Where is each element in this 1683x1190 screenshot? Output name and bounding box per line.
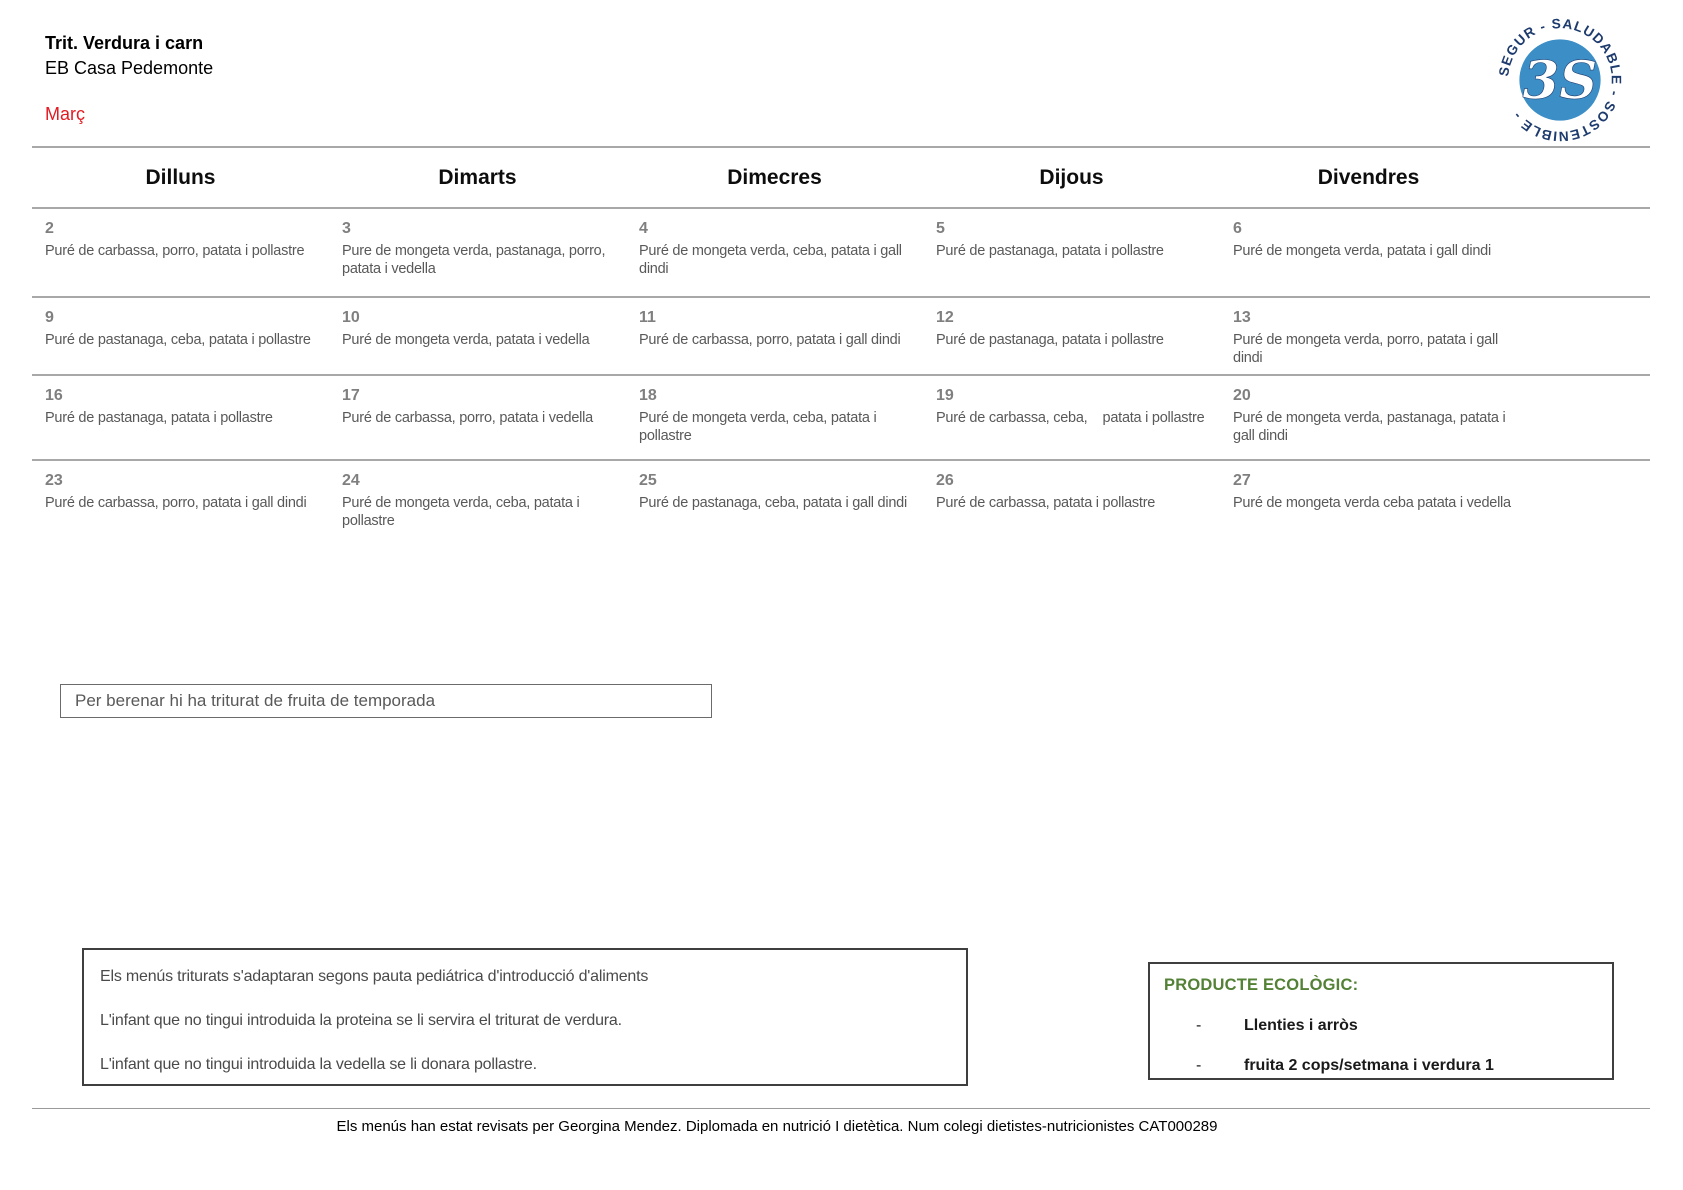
menu-text: Puré de pastanaga, patata i pollastre — [936, 332, 1164, 348]
date-number: 19 — [936, 387, 954, 404]
date-number: 17 — [342, 387, 360, 404]
calendar-week-row — [32, 459, 1650, 551]
weekday-thursday: Dijous — [1039, 165, 1104, 189]
menu-text: Puré de pastanaga, ceba, patata i gall dindi — [639, 495, 907, 511]
calendar-cell — [32, 298, 329, 374]
date-number: 18 — [639, 387, 657, 404]
note-line: L'infant que no tingui introduida la vedella se li donara pollastre. — [100, 1056, 537, 1073]
calendar-cell — [923, 461, 1220, 551]
calendar-cell — [626, 209, 923, 296]
menu-text: Puré de carbassa, porro, patata i pollastre — [45, 243, 305, 259]
weekday-tuesday: Dimarts — [438, 165, 517, 189]
3s-badge-logo-icon — [1494, 14, 1626, 146]
date-number: 3 — [342, 220, 351, 237]
ecologic-item-text: fruita 2 cops/setmana i verdura 1 — [1244, 1057, 1494, 1074]
menu-text: Puré de carbassa, porro, patata i gall dindi — [45, 495, 307, 511]
menu-text: Puré de mongeta verda, ceba, patata i pollastre — [342, 495, 584, 530]
calendar-cell — [923, 298, 1220, 374]
ecologic-item-text: Llenties i arròs — [1244, 1017, 1358, 1034]
date-number: 16 — [45, 387, 63, 404]
date-number: 2 — [45, 220, 54, 237]
menu-text: Puré de carbassa, porro, patata i gall dindi — [639, 332, 901, 348]
weekday-wednesday: Dimecres — [727, 165, 822, 189]
document-title: Trit. Verdura i carn — [45, 33, 204, 53]
date-number: 6 — [1233, 220, 1242, 237]
date-number: 9 — [45, 309, 54, 326]
date-number: 4 — [639, 220, 648, 237]
calendar-cell — [1220, 298, 1517, 374]
menu-text: Puré de carbassa, patata i pollastre — [936, 495, 1156, 511]
calendar-week-row — [32, 374, 1650, 459]
footer-credit-text: Els menús han estat revisats per Georgina Mendez. Diplomada en nutrició I dietètica. Num colegi dietistes-nutricionistes CAT000289 — [336, 1118, 1218, 1135]
calendar-week-row — [32, 296, 1650, 374]
weekday-monday: Dilluns — [145, 165, 216, 189]
menu-text: Puré de pastanaga, patata i pollastre — [936, 243, 1164, 259]
date-number: 12 — [936, 309, 954, 326]
calendar-cell — [329, 209, 626, 296]
menu-text: Puré de carbassa, porro, patata i vedella — [342, 410, 593, 426]
weekday-header-row — [32, 146, 1650, 207]
calendar-week-row — [32, 207, 1650, 296]
date-number: 20 — [1233, 387, 1251, 404]
menu-text: Puré de mongeta verda, patata i gall dindi — [1233, 243, 1491, 259]
menu-text: Puré de mongeta verda ceba patata i vedella — [1233, 495, 1511, 511]
calendar-cell — [32, 209, 329, 296]
date-number: 11 — [639, 309, 656, 326]
note-line: L'infant que no tingui introduida la proteina se li servira el triturat de verdura. — [100, 1012, 622, 1029]
calendar-cell — [626, 298, 923, 374]
menu-text: Puré de mongeta verda, porro, patata i gall dindi — [1233, 332, 1502, 367]
date-number: 24 — [342, 472, 360, 489]
menu-text: Puré de mongeta verda, pastanaga, patata i gall dindi — [1233, 410, 1510, 445]
date-number: 13 — [1233, 309, 1251, 326]
note-line: Els menús triturats s'adaptaran segons pauta pediátrica d'introducció d'aliments — [100, 968, 649, 985]
calendar-cell — [626, 461, 923, 551]
logo-center-text: 3S — [1522, 49, 1598, 112]
school-name: EB Casa Pedemonte — [45, 58, 214, 78]
calendar-cell — [329, 376, 626, 459]
ecologic-item — [1164, 1017, 1604, 1035]
calendar-cell — [32, 461, 329, 551]
menu-text: Puré de pastanaga, ceba, patata i pollastre — [45, 332, 311, 348]
menu-text: Puré de pastanaga, patata i pollastre — [45, 410, 273, 426]
dash-bullet: - — [1196, 1057, 1202, 1074]
snack-note-text: Per berenar hi ha triturat de fruita de temporada — [75, 691, 436, 710]
calendar-cell — [1220, 461, 1517, 551]
date-number: 26 — [936, 472, 954, 489]
dash-bullet: - — [1196, 1017, 1202, 1034]
ecologic-item — [1164, 1057, 1604, 1075]
ecologic-title: PRODUCTE ECOLÒGIC: — [1164, 976, 1359, 994]
adaptation-notes-box — [82, 948, 968, 1086]
menu-text: Puré de mongeta verda, ceba, patata i pollastre — [639, 410, 881, 445]
date-number: 25 — [639, 472, 657, 489]
calendar-cell — [32, 376, 329, 459]
calendar-cell — [923, 209, 1220, 296]
menu-calendar — [32, 146, 1650, 551]
menu-text: Pure de mongeta verda, pastanaga, porro, patata i vedella — [342, 243, 610, 278]
calendar-cell — [329, 461, 626, 551]
weekday-friday: Divendres — [1317, 165, 1420, 189]
month-label: Març — [45, 104, 85, 124]
date-number: 23 — [45, 472, 63, 489]
footer-divider — [32, 1108, 1650, 1109]
menu-text: Puré de mongeta verda, patata i vedella — [342, 332, 590, 348]
calendar-cell — [329, 298, 626, 374]
date-number: 10 — [342, 309, 360, 326]
ecologic-products-box — [1148, 962, 1614, 1080]
calendar-cell — [1220, 209, 1517, 296]
snack-note-box — [60, 684, 712, 718]
menu-text: Puré de mongeta verda, ceba, patata i gall dindi — [639, 243, 906, 278]
menu-text: Puré de carbassa, ceba, patata i pollastre — [936, 410, 1205, 426]
calendar-cell — [1220, 376, 1517, 459]
date-number: 27 — [1233, 472, 1251, 489]
calendar-cell — [626, 376, 923, 459]
logo-ring-text: SEGUR - SALUDABLE - SOSTENIBLE - — [1496, 16, 1624, 144]
calendar-cell — [923, 376, 1220, 459]
date-number: 5 — [936, 220, 945, 237]
